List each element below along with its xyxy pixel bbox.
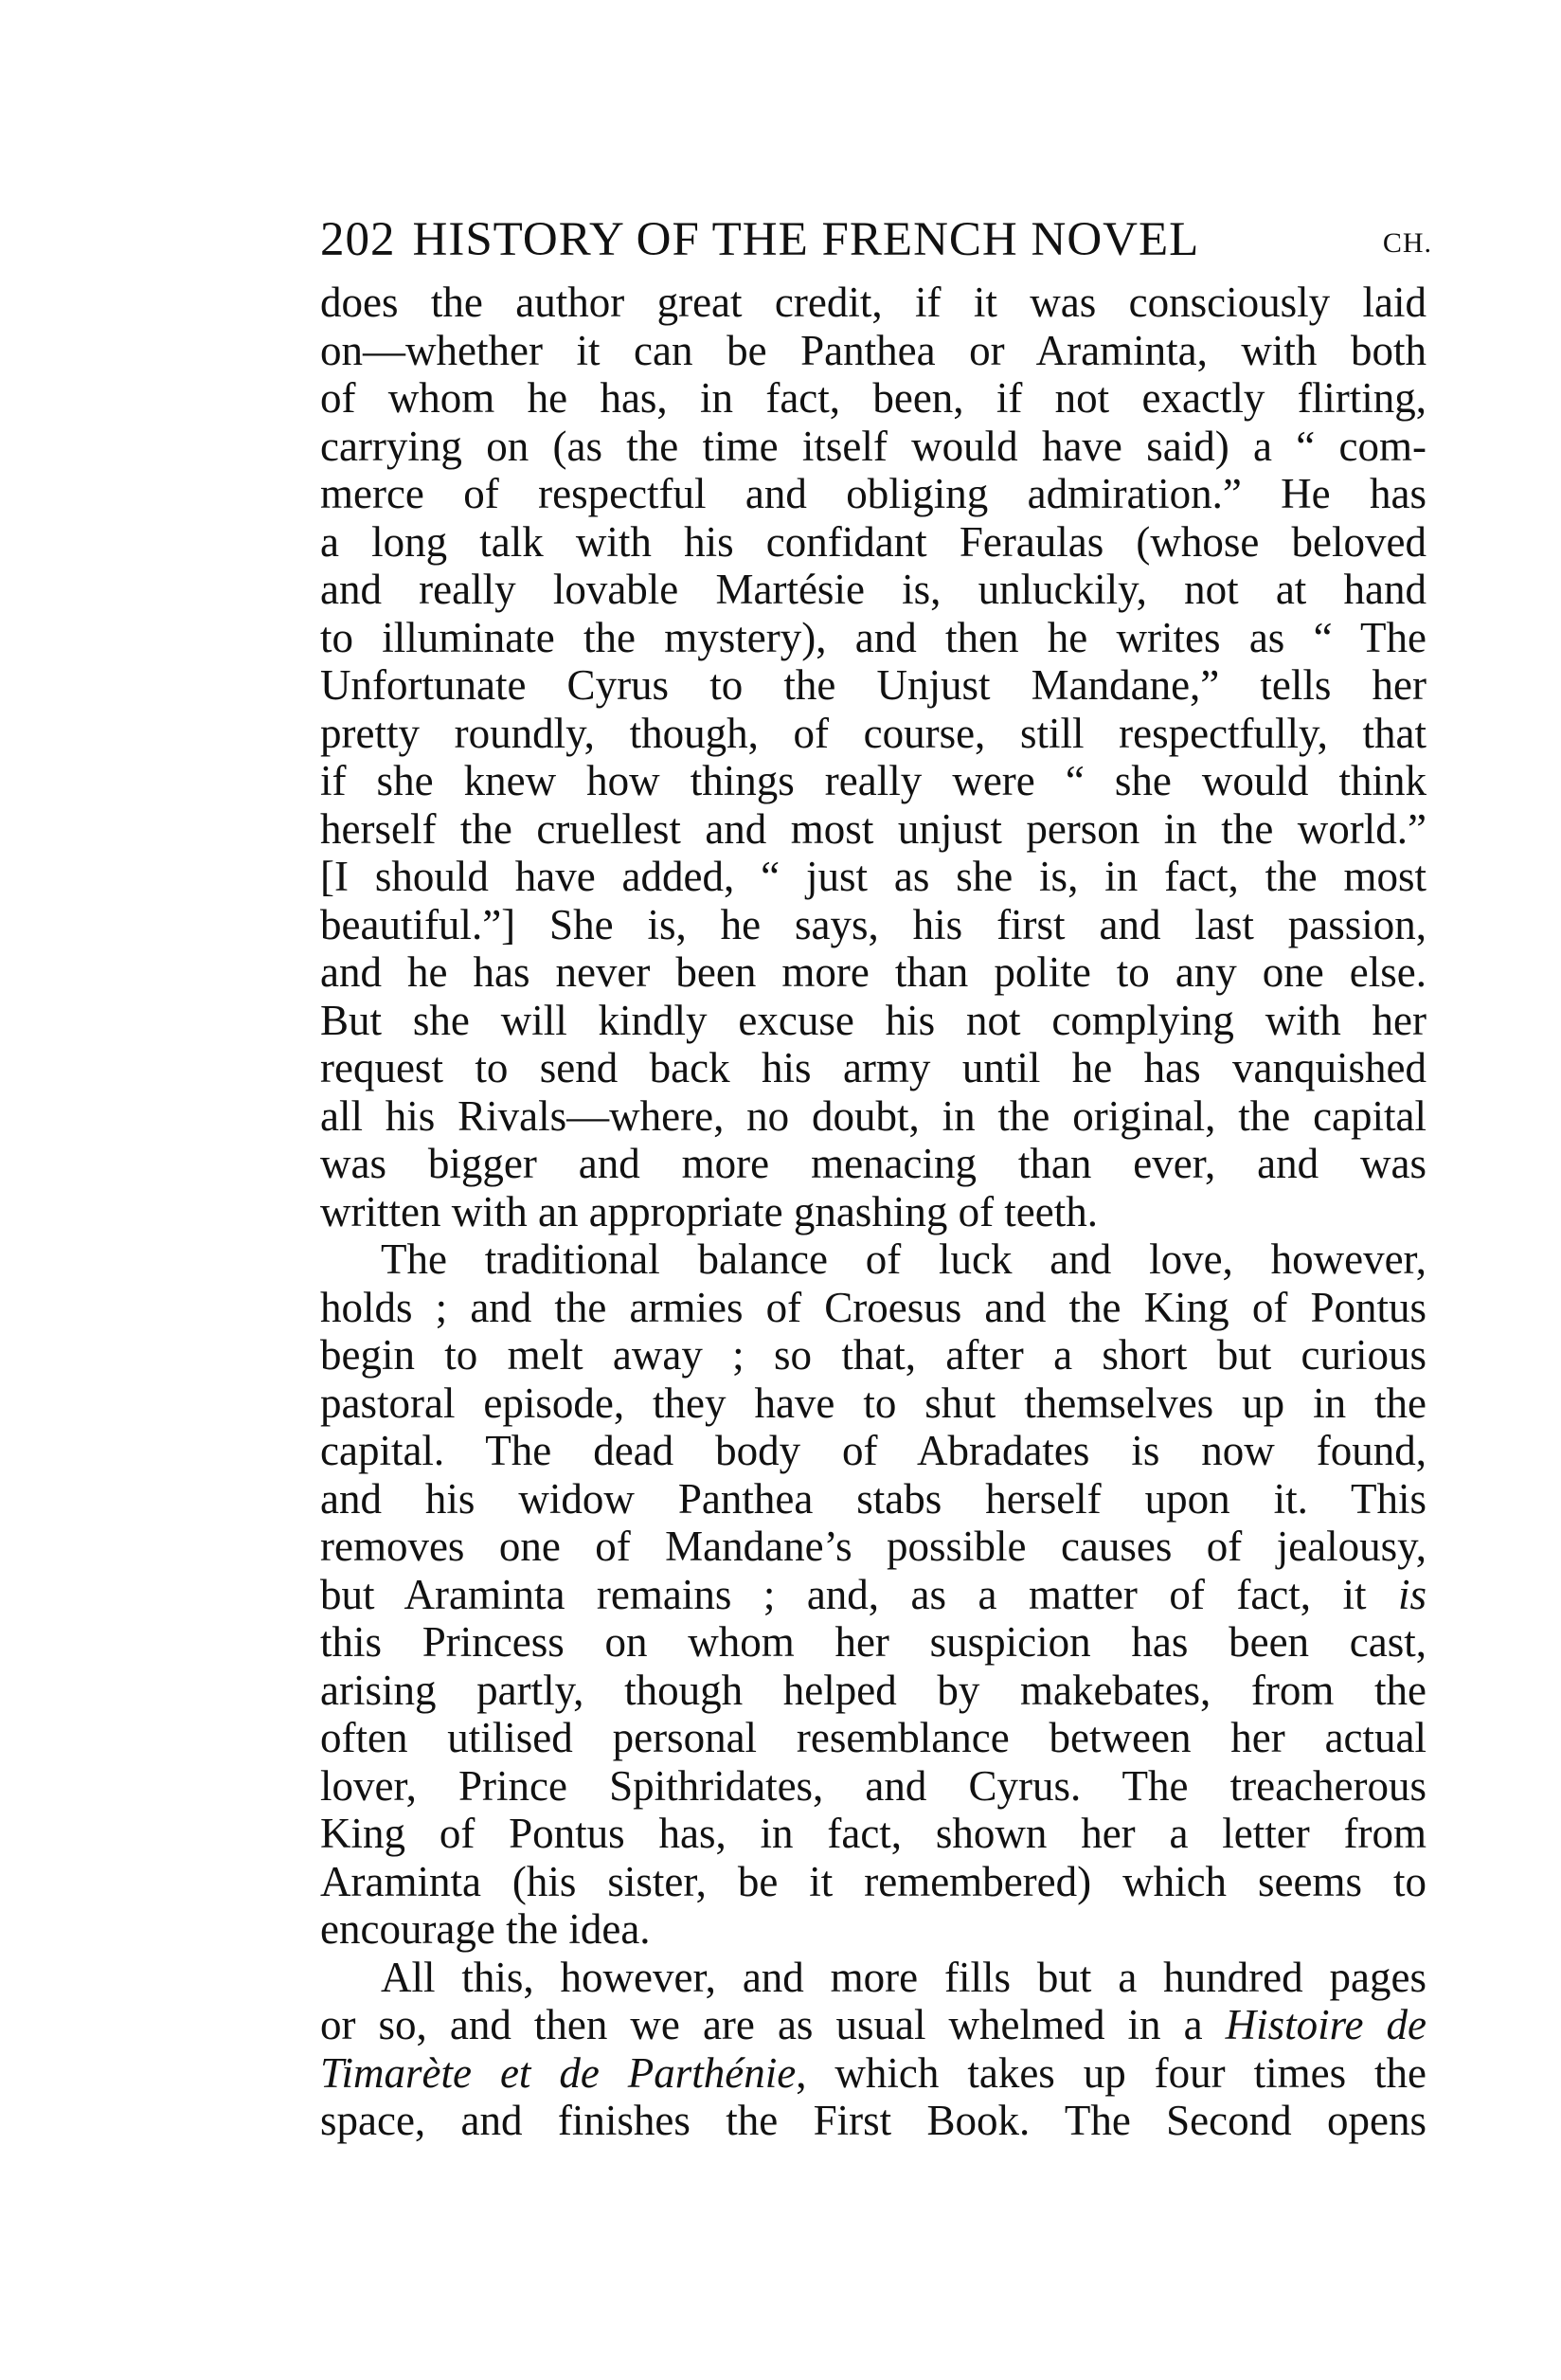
line-text: but Araminta remains ; and, as a matter of fact, it — [320, 1570, 1398, 1618]
text-line — [320, 1140, 1426, 1188]
line-text: request to send back his army until he has vanquished — [320, 1044, 1426, 1091]
line-text: does the author great credit, if it was consciously laid — [320, 279, 1426, 326]
text-line — [320, 1284, 1426, 1332]
text-line — [320, 1044, 1426, 1092]
body-text — [320, 279, 1426, 2145]
line-text: a long talk with his confidant Feraulas (whose beloved — [320, 517, 1426, 566]
line-text: was bigger and more menacing than ever, and was — [320, 1140, 1426, 1187]
line-text: arising partly, though helped by makebates, from the — [320, 1666, 1426, 1714]
text-line — [320, 997, 1426, 1045]
line-text: All this, however, and more fills but a hundred pages — [381, 1953, 1426, 2001]
italic-text: is — [1397, 1570, 1426, 1618]
text-line — [320, 805, 1426, 854]
line-text: to illuminate the mystery), and then he writes as “ The — [320, 613, 1426, 661]
page-number: 202 — [320, 213, 396, 266]
text-line — [320, 1714, 1426, 1762]
running-title: HISTORY OF THE FRENCH NOVEL — [412, 213, 1200, 266]
line-text: But she will kindly excuse his not complying with her — [320, 996, 1426, 1044]
line-text: herself the cruellest and most unjust person in the world.” — [320, 804, 1426, 853]
line-text: Unfortunate Cyrus to the Unjust Mandane,” tells her — [320, 661, 1426, 709]
line-text: and he has never been more than polite to any one else. — [320, 948, 1426, 996]
line-text: often utilised personal resemblance between her actual — [320, 1714, 1426, 1761]
line-text: The traditional balance of luck and love, however, — [381, 1235, 1426, 1283]
line-text: begin to melt away ; so that, after a short but curious — [320, 1331, 1426, 1379]
text-line — [320, 1331, 1426, 1379]
italic-text: Timarète et de Parthénie — [320, 2048, 797, 2097]
line-text: merce of respectful and obliging admiration.” He has — [320, 470, 1426, 517]
text-line — [320, 1188, 1426, 1236]
text-line — [320, 1235, 1426, 1284]
line-text: lover, Prince Spithridates, and Cyrus. The treacherous — [320, 1761, 1426, 1810]
line-text: and really lovable Martésie is, unluckily, not at hand — [320, 566, 1426, 613]
text-line — [320, 1618, 1426, 1667]
book-page — [320, 207, 1432, 2145]
line-text: , which takes up four times the — [796, 2048, 1427, 2097]
text-line — [320, 710, 1426, 758]
running-head — [320, 207, 1432, 273]
text-line — [320, 1475, 1426, 1524]
text-line — [320, 327, 1426, 375]
text-line — [320, 2001, 1426, 2049]
text-line — [320, 1427, 1426, 1475]
text-line — [320, 2049, 1426, 2098]
text-line — [320, 279, 1426, 327]
line-text: pastoral episode, they have to shut themselves up in the — [320, 1379, 1426, 1427]
text-line — [320, 518, 1426, 567]
line-text: holds ; and the armies of Croesus and the King of Pontus — [320, 1283, 1426, 1331]
text-line — [320, 374, 1426, 423]
text-line — [320, 1092, 1426, 1141]
line-text: pretty roundly, though, of course, still respectfully, that — [320, 709, 1426, 757]
text-line — [320, 948, 1426, 997]
text-line — [320, 470, 1426, 518]
line-text: King of Pontus has, in fact, shown her a letter from — [320, 1810, 1426, 1857]
text-line — [320, 1905, 1426, 1954]
line-text: if she knew how things really were “ she would think — [320, 757, 1426, 804]
text-line — [320, 614, 1426, 662]
line-text: all his Rivals—where, no doubt, in the original, the capital — [320, 1091, 1426, 1140]
text-line — [320, 757, 1426, 805]
line-text: of whom he has, in fact, been, if not exactly flirting, — [320, 374, 1426, 422]
line-text: written with an appropriate gnashing of teeth. — [320, 1187, 1099, 1235]
line-text: carrying on (as the time itself would have said) a “ com- — [320, 422, 1426, 470]
text-line — [320, 1571, 1426, 1619]
line-text: space, and finishes the First Book. The Second opens — [320, 2097, 1426, 2144]
line-text: and his widow Panthea stabs herself upon it. This — [320, 1474, 1426, 1523]
text-line — [320, 566, 1426, 614]
line-text: encourage the idea. — [320, 1905, 651, 1953]
italic-text: Histoire de — [1225, 2001, 1427, 2048]
text-line — [320, 1379, 1426, 1428]
line-text: removes one of Mandane’s possible causes of jealousy, — [320, 1523, 1426, 1570]
line-text: this Princess on whom her suspicion has been cast, — [320, 1618, 1426, 1666]
text-line — [320, 1810, 1426, 1858]
text-line — [320, 1858, 1426, 1906]
text-line — [320, 1762, 1426, 1811]
line-text: Araminta (his sister, be it remembered) which seems to — [320, 1857, 1426, 1905]
line-text: capital. The dead body of Abradates is now found, — [320, 1427, 1426, 1474]
text-line — [320, 1954, 1426, 2002]
chapter-abbrev: CH. — [1382, 227, 1432, 259]
line-text: on—whether it can be Panthea or Araminta, with both — [320, 326, 1426, 374]
text-line — [320, 1667, 1426, 1715]
line-text: [I should have added, “ just as she is, in fact, the most — [320, 853, 1426, 900]
text-line — [320, 2097, 1426, 2145]
text-line — [320, 1523, 1426, 1571]
text-line — [320, 901, 1426, 949]
text-line — [320, 423, 1426, 471]
text-line — [320, 661, 1426, 710]
line-text: or so, and then we are as usual whelmed in a — [320, 2001, 1226, 2048]
text-line — [320, 853, 1426, 901]
line-text: beautiful.”] She is, he says, his first and last passion, — [320, 900, 1426, 948]
